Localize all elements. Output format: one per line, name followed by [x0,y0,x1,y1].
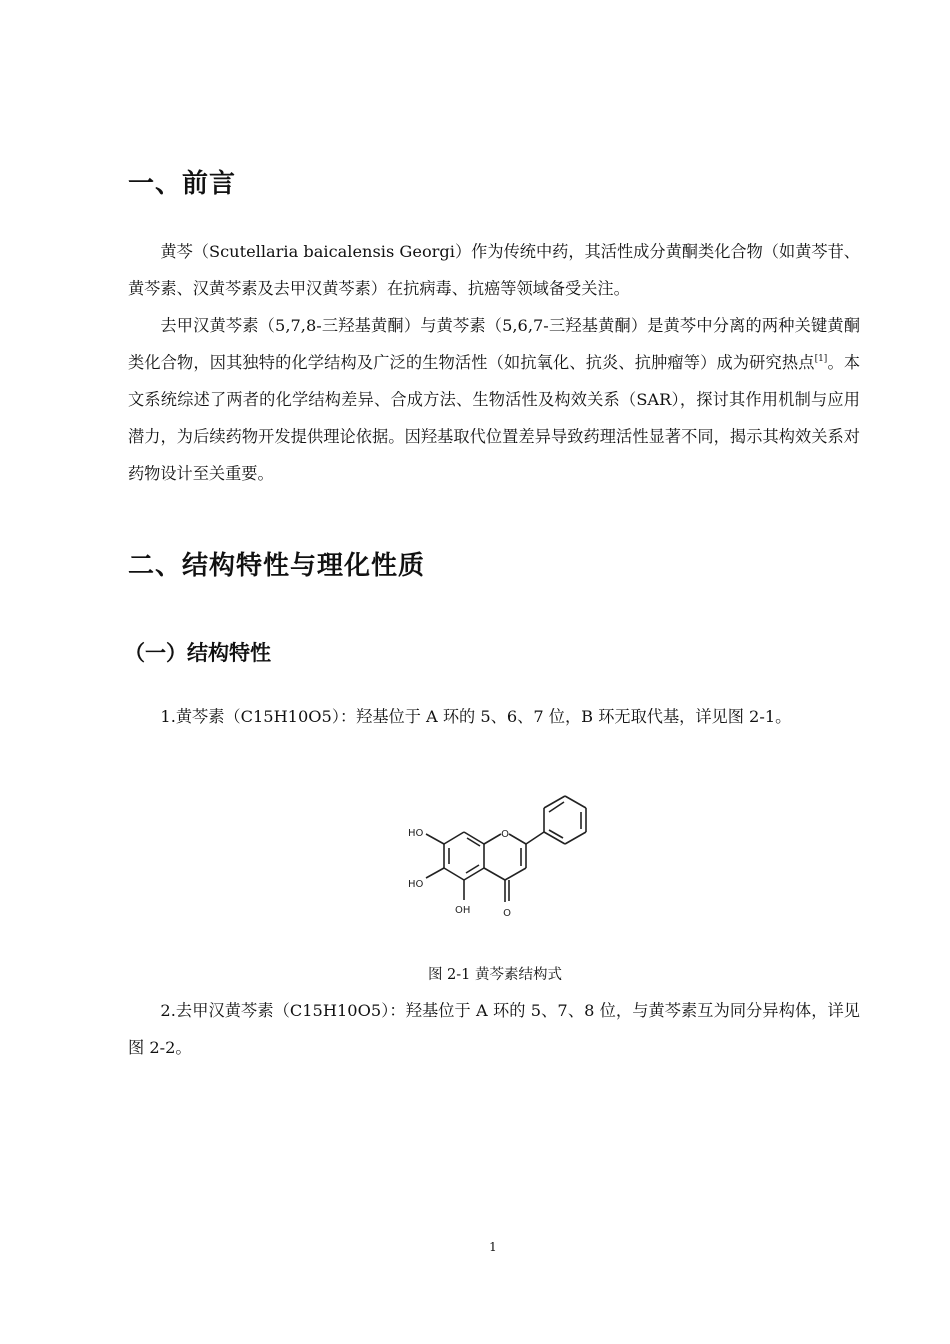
hydroxyl-5-label: OH [455,905,471,916]
ring-oxygen-label: O [501,829,509,840]
section-heading-preface: 一、前言 [128,169,237,199]
ring-a [444,832,484,880]
citation-ref: [1] [814,354,828,364]
ring-b [526,796,586,844]
baicalein-structure-figure [384,780,606,930]
paragraph-norwogonin: 2.去甲汉黄芩素（C15H10O5）：羟基位于 A 环的 5、7、8 位，与黄芩素互为同分异构体，详见图 2-2。 [128,1001,860,1057]
paragraph-overview-text-a: 去甲汉黄芩素（5,7,8-三羟基黄酮）与黄芩素（5,6,7-三羟基黄酮）是黄芩中分离的两种关键黄酮类化合物，因其独特的化学结构及广泛的生物活性（如抗氧化、抗炎、抗肿瘤等）成为研究热点 [128,316,860,372]
figure-caption: 图 2-1 黄芩素结构式 [427,967,563,983]
subsection-heading-structure: （一）结构特性 [124,641,271,665]
hydroxyl-6-label: HO [408,879,424,890]
paragraph-baicalein: 1.黄芩素（C15H10O5）：羟基位于 A 环的 5、6、7 位，B 环无取代基，详见图 2-1。 [160,707,792,726]
ring-c [484,834,526,902]
paragraph-intro: 黄芩（Scutellaria baicalensis Georgi）作为传统中药，其活性成分黄酮类化合物（如黄芩苷、黄芩素、汉黄芩素及去甲汉黄芩素）在抗病毒、抗癌等领域备受关注。 [128,242,860,298]
paragraph-overview-text-b: 。本文系统综述了两者的化学结构差异、合成方法、生物活性及构效关系（SAR），探讨其作用机制与应用潜力，为后续药物开发提供理论依据。因羟基取代位置差异导致药理活性显著不同，揭示其构效关系对药物设计至关重要。 [128,353,861,483]
page-number: 1 [489,1240,497,1254]
carbonyl-oxygen-label: O [503,908,511,919]
hydroxyl-7-label: HO [408,828,424,839]
paragraph-overview [128,307,860,492]
section-heading-structure: 二、结构特性与理化性质 [128,551,426,581]
